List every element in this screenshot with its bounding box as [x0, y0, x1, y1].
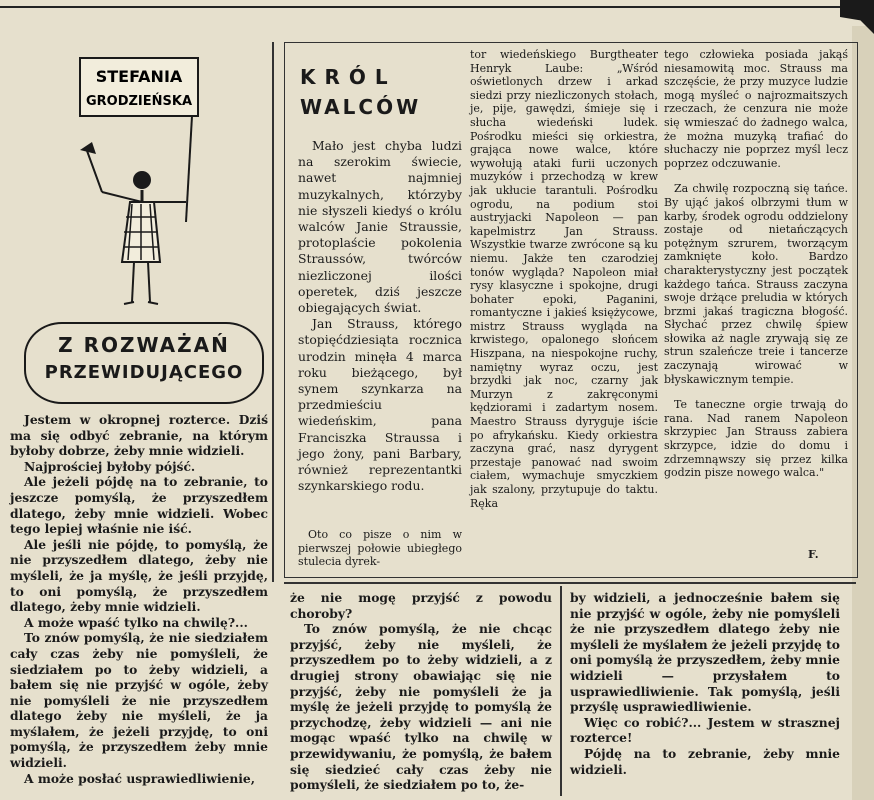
paragraph: Jan Strauss, którego stopięćdziesiąta rocznica urodzin minęła 4 marca roku bieżącego, był synem szynkarza na przedmieściu wiedeńskim, pana Franciszka Straussa i jego żony, pani Barbary, również reprezentantki szynkarskiego rodu.	[298, 316, 462, 494]
section-title-line2: PRZEWIDUJĄCEGO	[44, 362, 244, 383]
author-name-line2: GRODZIEŃSKA	[85, 94, 193, 109]
column-separator-left	[272, 42, 274, 582]
section-title-line1: Z ROZWAŻAŃ	[58, 333, 230, 357]
article-title-line2: WALCÓW	[300, 95, 422, 119]
paragraph: To znów pomyślą, że nie chcąc przyjść, żeby nie myśleli, że przyszedłem po to żeby widzieli, a z drugiej strony obawiając się nie przyjść, żeby nie pomyśleli że ja myślę że jeżeli przyjdę to pomyślą że przychodzę, żeby widzieli — ani nie mogąc wpaść tylko na chwilę w przewidywaniu, że pomyślą, że bałem się siedzieć cały czas żeby nie pomyśleli, że siedziałem po to, że-	[290, 621, 552, 793]
paragraph: Ale jeśli nie pójdę, to pomyślą, że nie przyszedłem dlatego, żeby nie myśleli, że ja myślę, że jeśli przyjdę, to oni pomyślą, że przyszedłem dlatego, żeby mnie widzieli.	[10, 536, 268, 615]
author-logo	[74, 52, 204, 322]
paragraph: A może wpaść tylko na chwilę?...	[24, 614, 248, 630]
feuilleton-column-1	[10, 412, 268, 786]
column-separator-mid	[560, 586, 562, 796]
paragraph: To znów pomyślą, że nie siedziałem cały czas żeby nie pomyśleli, że siedziałem po to żeby widzieli, a bałem się nie przyjść w ogóle, żeby nie pomyśleli że nie przyszedłem dlatego żeby nie myśleli, że ja myślałem, że jeżeli przyjdę, to oni pomyślą, że przyszedłem żeby mnie widzieli.	[10, 630, 268, 771]
paragraph: A może posłać usprawiedliwienie,	[24, 770, 256, 786]
paragraph: tor wiedeńskiego Burgtheater Henryk Laube: „Wśród oświetlonych drzew i arkad siedzi przy niezliczonych stołach, je, pije, gawędzi, śmieje się i słucha wiedeński ludek. Pośrodku mieści się orkiestra, grająca nowe walce, które wywołują ataki furii uczonych muzyków i przechodzą w krew jak ukłucie tarantuli. Pośrodku ogrodu, na podium stoi austryjacki Napoleon — pan kapelmistrz Jan Strauss. Wszystkie twarze zwrócone są ku niemu. Jakże ten czarodziej tonów wygląda? Napoleon miał rysy klasyczne i spokojne, drugi bohater epoki, Paganini, romantyczne i jakieś księżycowe, mistrz Strauss wygląda na krwistego, opalonego słońcem Hiszpana, na niespokojne ruchy, namiętny wyraz oczu, jest brzydki jak noc, czarny jak Murzyn z zakręconymi kędziorami i zadartym nosem. Maestro Strauss dyryguje iście po afrykańsku. Kiedy orkiestra zaczyna grać, nasz dyrygent przestaje panować nad swoim ciałem, wymachuje smyczkiem jak szalony, przytupuje do taktu. Ręka	[470, 48, 658, 510]
paragraph: Pójdę na to zebranie, żeby mnie widzieli.	[570, 745, 840, 777]
paragraph: Oto co pisze o nim w pierwszej połowie ubiegłego stulecia dyrek-	[298, 528, 462, 569]
article-lead	[298, 138, 462, 494]
paragraph: Ale jeżeli pójdę na to zebranie, to jeszcze pomyślą, że przyszedłem dlatego, żeby mnie widzieli. Wobec tego lepiej właśnie nie iść.	[10, 474, 268, 537]
paragraph: Więc co robić?... Jestem w strasznej rozterce!	[570, 714, 840, 746]
section-banner	[24, 322, 264, 404]
paragraph: Mało jest chyba ludzi na szerokim świecie, nawet najmniej muzykalnych, którzyby nie słyszeli kiedyś o królu walców Janie Straussie, protoplaście pokolenia Straussów, twórców niezliczonej ilości operetek, dziś jeszcze obiegających świat.	[298, 138, 462, 316]
feuilleton-column-2	[290, 590, 552, 793]
top-rule-line	[0, 6, 874, 8]
article-column-2	[470, 48, 658, 510]
author-name-line1: STEFANIA	[95, 67, 183, 86]
article-title-line1: KRÓL	[300, 65, 397, 89]
paragraph: tego człowieka posiada jakąś niesamowitą moc. Strauss ma szczęście, że przy muzyce ludzie mogą myśleć o najrozmaitszych rzeczach, że cenzura nie może się wmieszać do żadnego walca, że można muzyką trafiać do słuchaczy nie poprzez myśl lecz poprzez odczuwanie.	[664, 48, 848, 170]
paragraph: Jestem w okropnej rozterce. Dziś ma się odbyć zebranie, na którym byłoby dobrze, żeby mnie widzieli.	[10, 412, 268, 459]
article-signature: F.	[808, 548, 819, 561]
top-rule	[0, 0, 874, 26]
feuilleton-column-3	[570, 590, 840, 777]
paragraph: Za chwilę rozpoczną się tańce. By ująć jakoś olbrzymi tłum w karby, środek ogrodu oddzielony zostaje od nietańczących potężnym szrurem, tworzącym zamknięte koło. Bardzo charakterystyczny jest początek każdego tańca. Strauss zaczyna swoje drżące preludia w których brzmi jakaś tragiczna błogość. Słychać przez chwilę śpiew słowika aż nagle zrywają się ze strun szaleńcze treie i tancerze zaczynają wirować w błyskawicznym tempie.	[664, 182, 848, 386]
paragraph: że nie mogę przyjść z powodu choroby?	[290, 590, 552, 621]
paragraph: Te taneczne orgie trwają do rana. Nad ranem Napoleon skrzypiec Jan Strauss zabiera skrzypce, idzie do domu i zdrzemnąwszy się przez kilka godzin pisze nowego walca."	[664, 398, 848, 480]
article-column-1-continued	[298, 528, 462, 569]
article-title	[300, 62, 450, 122]
woman-holding-sign-illustration-icon	[74, 52, 204, 322]
paragraph: by widzieli, a jednocześnie bałem się nie przyjść w ogóle, żeby nie pomyśleli że nie przyszedłem dlatego żeby nie myśleli że myślałem że jeżeli przyjdę to oni pomyślą że przyszedłem, żeby mnie widzieli — przysłałem to usprawiedliwienie. Tak pomyślą, jeśli przyślę usprawiedliwienie.	[570, 590, 840, 715]
bottom-separator	[284, 582, 856, 584]
article-column-3	[664, 48, 848, 480]
paragraph: Najprościej byłoby pójść.	[24, 458, 196, 474]
